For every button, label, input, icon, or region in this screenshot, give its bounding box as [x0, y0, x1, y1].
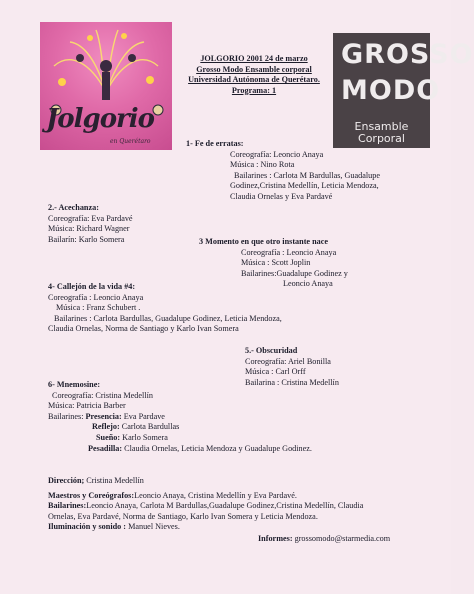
section-1-line-5: Claudia Ornelas y Eva Pardavé: [230, 191, 333, 201]
role-pesadilla: [48, 444, 312, 455]
section-1-line-3: Bailarines : Carlota M Bardullas, Guadalupe: [234, 170, 380, 180]
section-1: [186, 139, 380, 203]
section-3-line-1: Coreografía : Leoncio Anaya: [241, 247, 337, 257]
grosso-modo-logo-line3: Ensamble: [354, 120, 409, 133]
role-pesadilla-name: Claudia Ornelas, Leticia Mendoza y Guadalupe Godinez.: [124, 443, 312, 453]
credit-bailarines: [48, 501, 363, 512]
credit-direccion-value: Cristina Medellín: [86, 476, 144, 485]
section-4: [48, 282, 282, 335]
section-5-line-1: Coreografía: Ariel Bonilla: [245, 356, 331, 366]
section-6-title: 6- Mnemosine:: [48, 380, 101, 389]
role-reflejo-name: Carlota Bardullas: [121, 422, 180, 432]
section-2-line-2: Música: Richard Wagner: [48, 224, 130, 234]
grosso-modo-logo: [333, 33, 474, 148]
role-presencia-name: Eva Pardave: [123, 411, 165, 421]
section-2-line-1: Coreografía: Eva Pardavé: [48, 213, 133, 223]
header-line-2: Grosso Modo Ensamble corporal: [196, 64, 312, 74]
credit-iluminacion-value: Manuel Nieves.: [128, 522, 180, 532]
role-sueno: [48, 433, 312, 444]
section-3-title: 3 Momento en que otro instante nace: [199, 237, 329, 246]
role-sueno-name: Karlo Somera: [122, 432, 168, 442]
credit-maestros: [48, 491, 363, 502]
jolgorio-logo: [40, 22, 172, 150]
role-presencia-label: Presencia:: [85, 411, 122, 421]
credit-iluminacion-label: Iluminación y sonido :: [48, 522, 127, 532]
section-5-line-3: Bailarina : Cristina Medellín: [245, 377, 339, 387]
section-4-line-3: Bailarines : Carlota Bardullas, Guadalupe Godinez, Leticia Mendoza,: [54, 313, 282, 323]
section-1-line-2: Música : Nino Rota: [230, 160, 295, 170]
section-2-title: 2.- Acechanza:: [48, 203, 99, 212]
role-reflejo: [48, 422, 312, 433]
section-1-title: 1- Fe de erratas:: [186, 139, 244, 148]
section-6-dancers: [48, 412, 312, 423]
section-5-title: 5.- Obscuridad: [245, 346, 298, 355]
section-6: [48, 380, 312, 454]
informes: [258, 534, 390, 545]
credit-iluminacion: [48, 522, 363, 533]
credit-maestros-label: Maestros y Coreógrafos:: [48, 490, 135, 500]
section-3-line-3: Bailarines:Guadalupe Godinez y: [241, 268, 348, 278]
role-reflejo-label: Reflejo:: [92, 422, 120, 432]
section-4-title: 4- Callejón de la vida #4:: [48, 282, 136, 291]
grosso-modo-logo-line4: Corporal: [358, 132, 405, 145]
jolgorio-logo-word: Jolgorio: [46, 104, 154, 134]
section-2-line-3: Bailarín: Karlo Somera: [48, 234, 125, 244]
section-3-line-2: Música : Scott Joplin: [241, 258, 311, 268]
section-6-dancers-label: Bailarines:: [48, 411, 84, 421]
section-4-line-4: Claudia Ornelas, Norma de Santiago y Karlo Ivan Somera: [48, 324, 239, 334]
section-2: [48, 203, 133, 245]
section-3-line-4: Leoncio Anaya: [283, 279, 333, 289]
jolgorio-logo-sub: en Querétaro: [110, 138, 151, 145]
header-line-4: Programa: 1: [231, 85, 277, 95]
section-1-line-1: Coreografía: Leoncio Anaya: [230, 149, 324, 159]
informes-email[interactable]: grossomodo@starmedia.com: [294, 534, 391, 543]
role-sueno-label: Sueño:: [96, 432, 121, 442]
credit-direccion-label: Dirección;: [48, 476, 85, 485]
credit-maestros-value: Leoncio Anaya, Cristina Medellín y Eva Pardavé.: [134, 490, 297, 500]
role-pesadilla-label: Pesadilla:: [88, 443, 123, 453]
header-line-3: Universidad Autónoma de Querétaro.: [188, 75, 320, 84]
section-4-line-2: Música : Franz Schubert .: [56, 303, 141, 313]
credits: [48, 476, 363, 533]
section-6-line-1: Coreografía: Cristina Medellín: [52, 390, 153, 400]
section-6-line-2: Música: Patricia Barber: [48, 401, 126, 411]
credit-direccion: [48, 476, 363, 487]
section-4-line-1: Coreografía : Leoncio Anaya: [48, 292, 144, 302]
credit-bailarines-label: Bailarines:: [48, 501, 87, 511]
credit-bailarines-line2: Ornelas, Eva Pardavé, Norma de Santiago, Karlo Ivan Somera y Leticia Mendoza.: [48, 511, 318, 521]
program-header: [176, 54, 332, 96]
section-1-line-4: Godinez,Cristina Medellín, Leticia Mendoza,: [230, 181, 379, 191]
section-5-line-2: Música : Carl Orff: [245, 367, 306, 377]
informes-label: Informes:: [258, 534, 293, 543]
credit-bailarines-line1: Leoncio Anaya, Carlota M Bardullas,Guadalupe Godinez,Cristina Medellín, Claudia: [86, 501, 364, 511]
grosso-modo-logo-line1: GROSSO: [341, 39, 474, 70]
grosso-modo-logo-line2: MODO: [341, 75, 441, 106]
header-line-1: JOLGORIO 2001 24 de marzo: [200, 54, 308, 63]
